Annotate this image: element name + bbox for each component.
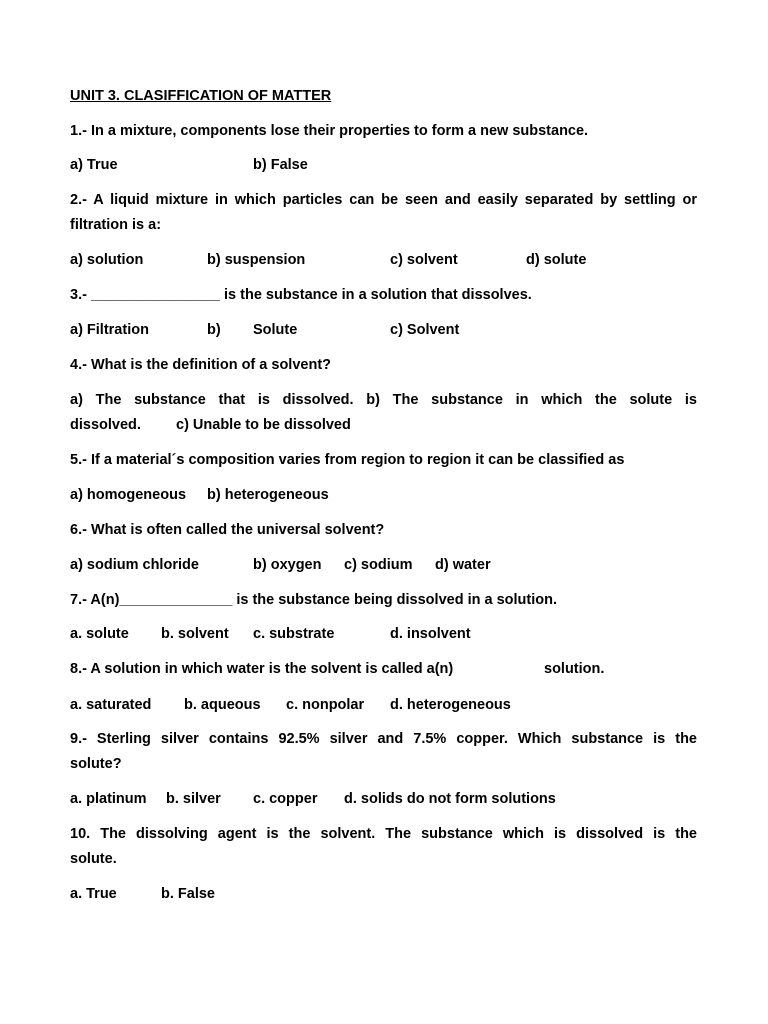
- q9-option-b: b. silver: [166, 791, 221, 807]
- q7-option-b: b. solvent: [161, 626, 229, 642]
- q4-options-line-1: a) The substance that is dissolved. b) The substance in which the solute is: [70, 392, 697, 408]
- q4-option-c: c) Unable to be dissolved: [176, 417, 351, 433]
- worksheet-title: UNIT 3. CLASIFFICATION OF MATTER: [70, 88, 332, 104]
- q9-option-a: a. platinum: [70, 791, 147, 807]
- question-10-line-1: 10. The dissolving agent is the solvent. The substance which is dissolved is the: [70, 826, 697, 842]
- question-8: 8.- A solution in which water is the solvent is called a(n): [70, 661, 454, 677]
- q3-option-c: c) Solvent: [390, 322, 460, 338]
- q5-option-a: a) homogeneous: [70, 487, 187, 503]
- question-3: 3.- ________________ is the substance in a solution that dissolves.: [70, 287, 532, 303]
- q6-option-d: d) water: [435, 557, 491, 573]
- question-2-line-1: 2.- A liquid mixture in which particles can be seen and easily separated by settling or: [70, 192, 697, 208]
- q1-option-b: b) False: [253, 157, 308, 173]
- question-9-line-1: 9.- Sterling silver contains 92.5% silver and 7.5% copper. Which substance is the: [70, 731, 697, 747]
- q8-option-d: d. heterogeneous: [390, 697, 511, 713]
- q3-option-b-letter: b): [207, 322, 221, 338]
- q5-option-b: b) heterogeneous: [207, 487, 329, 503]
- q6-option-b: b) oxygen: [253, 557, 322, 573]
- q8-option-c: c. nonpolar: [286, 697, 365, 713]
- question-2-line-2: filtration is a:: [70, 217, 162, 233]
- q2-option-c: c) solvent: [390, 252, 458, 268]
- question-7: 7.- A(n)______________ is the substance being dissolved in a solution.: [70, 592, 557, 608]
- q8-option-b: b. aqueous: [184, 697, 261, 713]
- q9-option-d: d. solids do not form solutions: [344, 791, 556, 807]
- q2-option-a: a) solution: [70, 252, 144, 268]
- q1-option-a: a) True: [70, 157, 118, 173]
- q4-options-line-2a: dissolved.: [70, 417, 141, 433]
- q7-option-d: d. insolvent: [390, 626, 471, 642]
- q6-option-a: a) sodium chloride: [70, 557, 199, 573]
- q10-option-a: a. True: [70, 886, 117, 902]
- question-8-end: solution.: [544, 661, 605, 677]
- question-1: 1.- In a mixture, components lose their properties to form a new substance.: [70, 123, 589, 139]
- q3-option-b-text: Solute: [253, 322, 298, 338]
- question-5: 5.- If a material´s composition varies from region to region it can be classified as: [70, 452, 625, 468]
- question-6: 6.- What is often called the universal solvent?: [70, 522, 385, 538]
- q3-option-a: a) Filtration: [70, 322, 149, 338]
- q9-option-c: c. copper: [253, 791, 318, 807]
- question-10-line-2: solute.: [70, 851, 117, 867]
- q10-option-b: b. False: [161, 886, 215, 902]
- question-4: 4.- What is the definition of a solvent?: [70, 357, 332, 373]
- q2-option-d: d) solute: [526, 252, 587, 268]
- q6-option-c: c) sodium: [344, 557, 413, 573]
- q7-option-a: a. solute: [70, 626, 129, 642]
- question-9-line-2: solute?: [70, 756, 122, 772]
- q2-option-b: b) suspension: [207, 252, 306, 268]
- q7-option-c: c. substrate: [253, 626, 335, 642]
- q8-option-a: a. saturated: [70, 697, 152, 713]
